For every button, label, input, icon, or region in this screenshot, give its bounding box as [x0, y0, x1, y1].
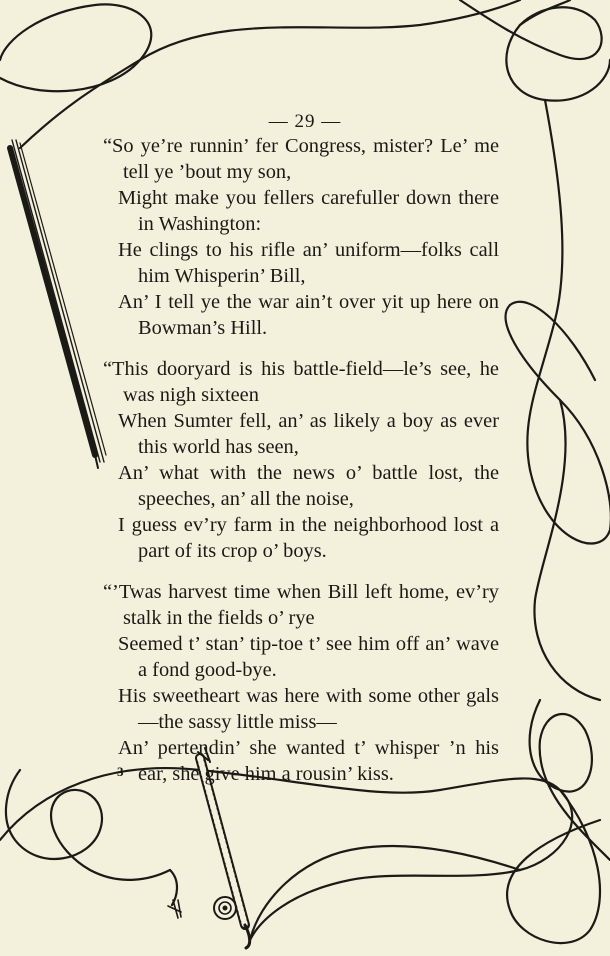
poem-line: Might make you fellers carefuller down there in Washington:	[118, 187, 499, 235]
border-loop-top-left	[0, 4, 151, 91]
poem-line: An’ what with the news o’ battle lost, the speeches, an’ all the noise,	[118, 462, 499, 510]
whip-handle-icon	[10, 140, 106, 468]
poem-line: An’ I tell ye the war ain’t over yit up here on Bowman’s Hill.	[118, 291, 499, 339]
poem-line: When Sumter fell, an’ as likely a boy as ever this world has seen,	[118, 410, 499, 458]
border-bottom-right-loop	[250, 846, 520, 940]
border-top-sweep	[140, 0, 520, 60]
stanza-3	[103, 579, 499, 787]
border-right-lower-sweep	[534, 400, 600, 700]
signature-mark: 3	[117, 764, 124, 779]
stanza-1	[103, 133, 499, 341]
border-loop-top-right	[460, 0, 610, 101]
border-loop-right-bottom	[530, 700, 610, 860]
poem-line: I guess ev’ry farm in the neighborhood lost a part of its crop o’ boys.	[118, 514, 499, 562]
poem-line: An’ pertendin’ she wanted t’ whisper ’n his ear, she give him a rousin’ kiss.	[118, 737, 499, 785]
poem-line: Seemed t’ stan’ tip-toe t’ see him off an’ wave a fond good-bye.	[118, 633, 499, 681]
poem-body	[103, 133, 499, 802]
poem-line: “This dooryard is his battle-field—le’s see, he was nigh sixteen	[103, 358, 499, 406]
poem-line: He clings to his rifle an’ uniform—folks call him Whisperin’ Bill,	[118, 239, 499, 287]
page-number: — 29 —	[268, 111, 342, 132]
border-bottom-left-tail	[170, 870, 177, 905]
stanza-2	[103, 356, 499, 564]
border-bottom-loop-right	[507, 790, 600, 943]
border-top-right-tail	[520, 0, 570, 25]
poem-line: “So ye’re runnin’ fer Congress, mister? Le’ me tell ye ’bout my son,	[103, 135, 499, 183]
border-loop-right-middle	[506, 100, 610, 544]
poem-line: His sweetheart was here with some other gals—the sassy little miss—	[118, 685, 499, 733]
poem-line: “’Twas harvest time when Bill left home, ev’ry stalk in the fields o’ rye	[103, 581, 499, 629]
